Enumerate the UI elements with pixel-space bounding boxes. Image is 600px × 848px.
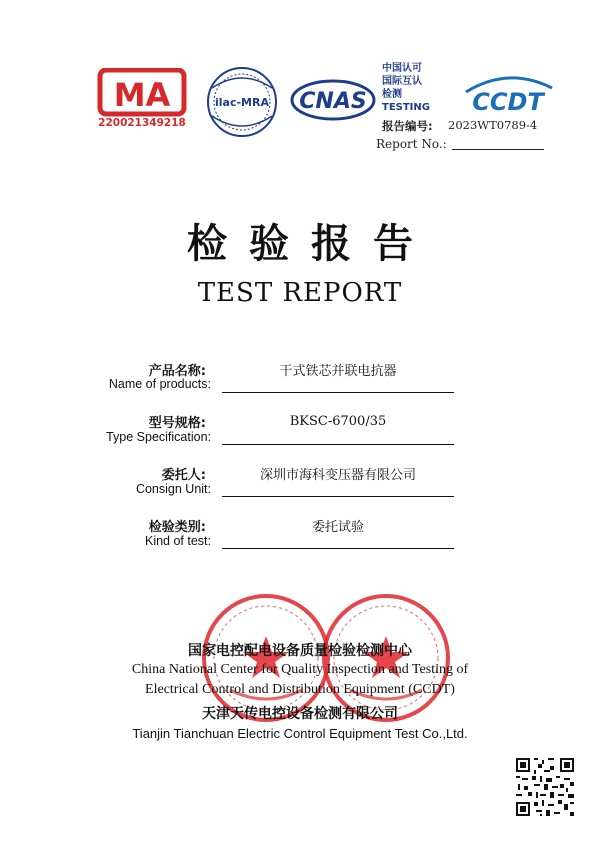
org1-name-en-line2: Electrical Control and Distribution Equipment (CCDT) [145, 682, 455, 697]
ccdt-text: CCDT [472, 88, 544, 116]
report-no-underline [452, 149, 544, 150]
org1-name-en-line1: China National Center for Quality Inspection and Testing of [131, 662, 469, 677]
field-label-en-product: Name of products: [108, 377, 211, 391]
field-underline [222, 496, 454, 497]
field-label-cn-consign: 委托人: [161, 468, 206, 483]
field-underline [222, 548, 454, 549]
field-underline [222, 392, 454, 393]
field-underline [222, 444, 454, 445]
field-value-product: 干式铁芯并联电抗器 [279, 364, 397, 379]
field-label-cn-kind: 检验类别: [148, 520, 206, 535]
qr-code[interactable] [514, 756, 576, 818]
ilac-mra-logo [200, 64, 284, 140]
field-label-en-kind: Kind of test: [144, 534, 211, 548]
ccdt-logo [456, 70, 560, 122]
cma-logo [96, 68, 188, 130]
report-no-value: 2023WT0789-4 [448, 118, 538, 132]
accr-line-1: 中国认可 [382, 63, 422, 74]
report-no-cn-label: 报告编号: [382, 119, 433, 133]
field-value-type: BKSC-6700/35 [289, 414, 387, 429]
cnas-logo [290, 78, 376, 122]
report-no-en-label: Report No.: [376, 137, 447, 151]
field-value-kind: 委托试验 [311, 520, 364, 535]
accreditation-text [382, 62, 442, 114]
field-label-en-consign: Consign Unit: [135, 482, 211, 496]
ma-number: 220021349218 [98, 117, 186, 129]
field-label-cn-type: 型号规格: [148, 416, 206, 431]
accr-line-3: 检测 [382, 89, 402, 100]
field-value-consign: 深圳市海科变压器有限公司 [259, 468, 416, 483]
accr-line-4: TESTING [382, 102, 430, 113]
org2-name-en: Tianjin Tianchuan Electric Control Equipment Test Co.,Ltd. [132, 726, 468, 741]
field-label-cn-product: 产品名称: [148, 364, 206, 379]
ilac-text: ilac-MRA [215, 96, 269, 109]
cnas-text: CNAS [299, 89, 367, 114]
title-en: TEST REPORT [197, 278, 403, 308]
field-label-en-type: Type Specification: [106, 430, 211, 444]
org2-name-cn: 天津天传电控设备检测有限公司 [202, 706, 398, 722]
title-cn: 检验报告 [187, 221, 435, 267]
org1-name-cn: 国家电控配电设备质量检验检测中心 [188, 643, 412, 659]
ma-logo-text: MA [113, 76, 171, 114]
accr-line-2: 国际互认 [382, 76, 422, 87]
